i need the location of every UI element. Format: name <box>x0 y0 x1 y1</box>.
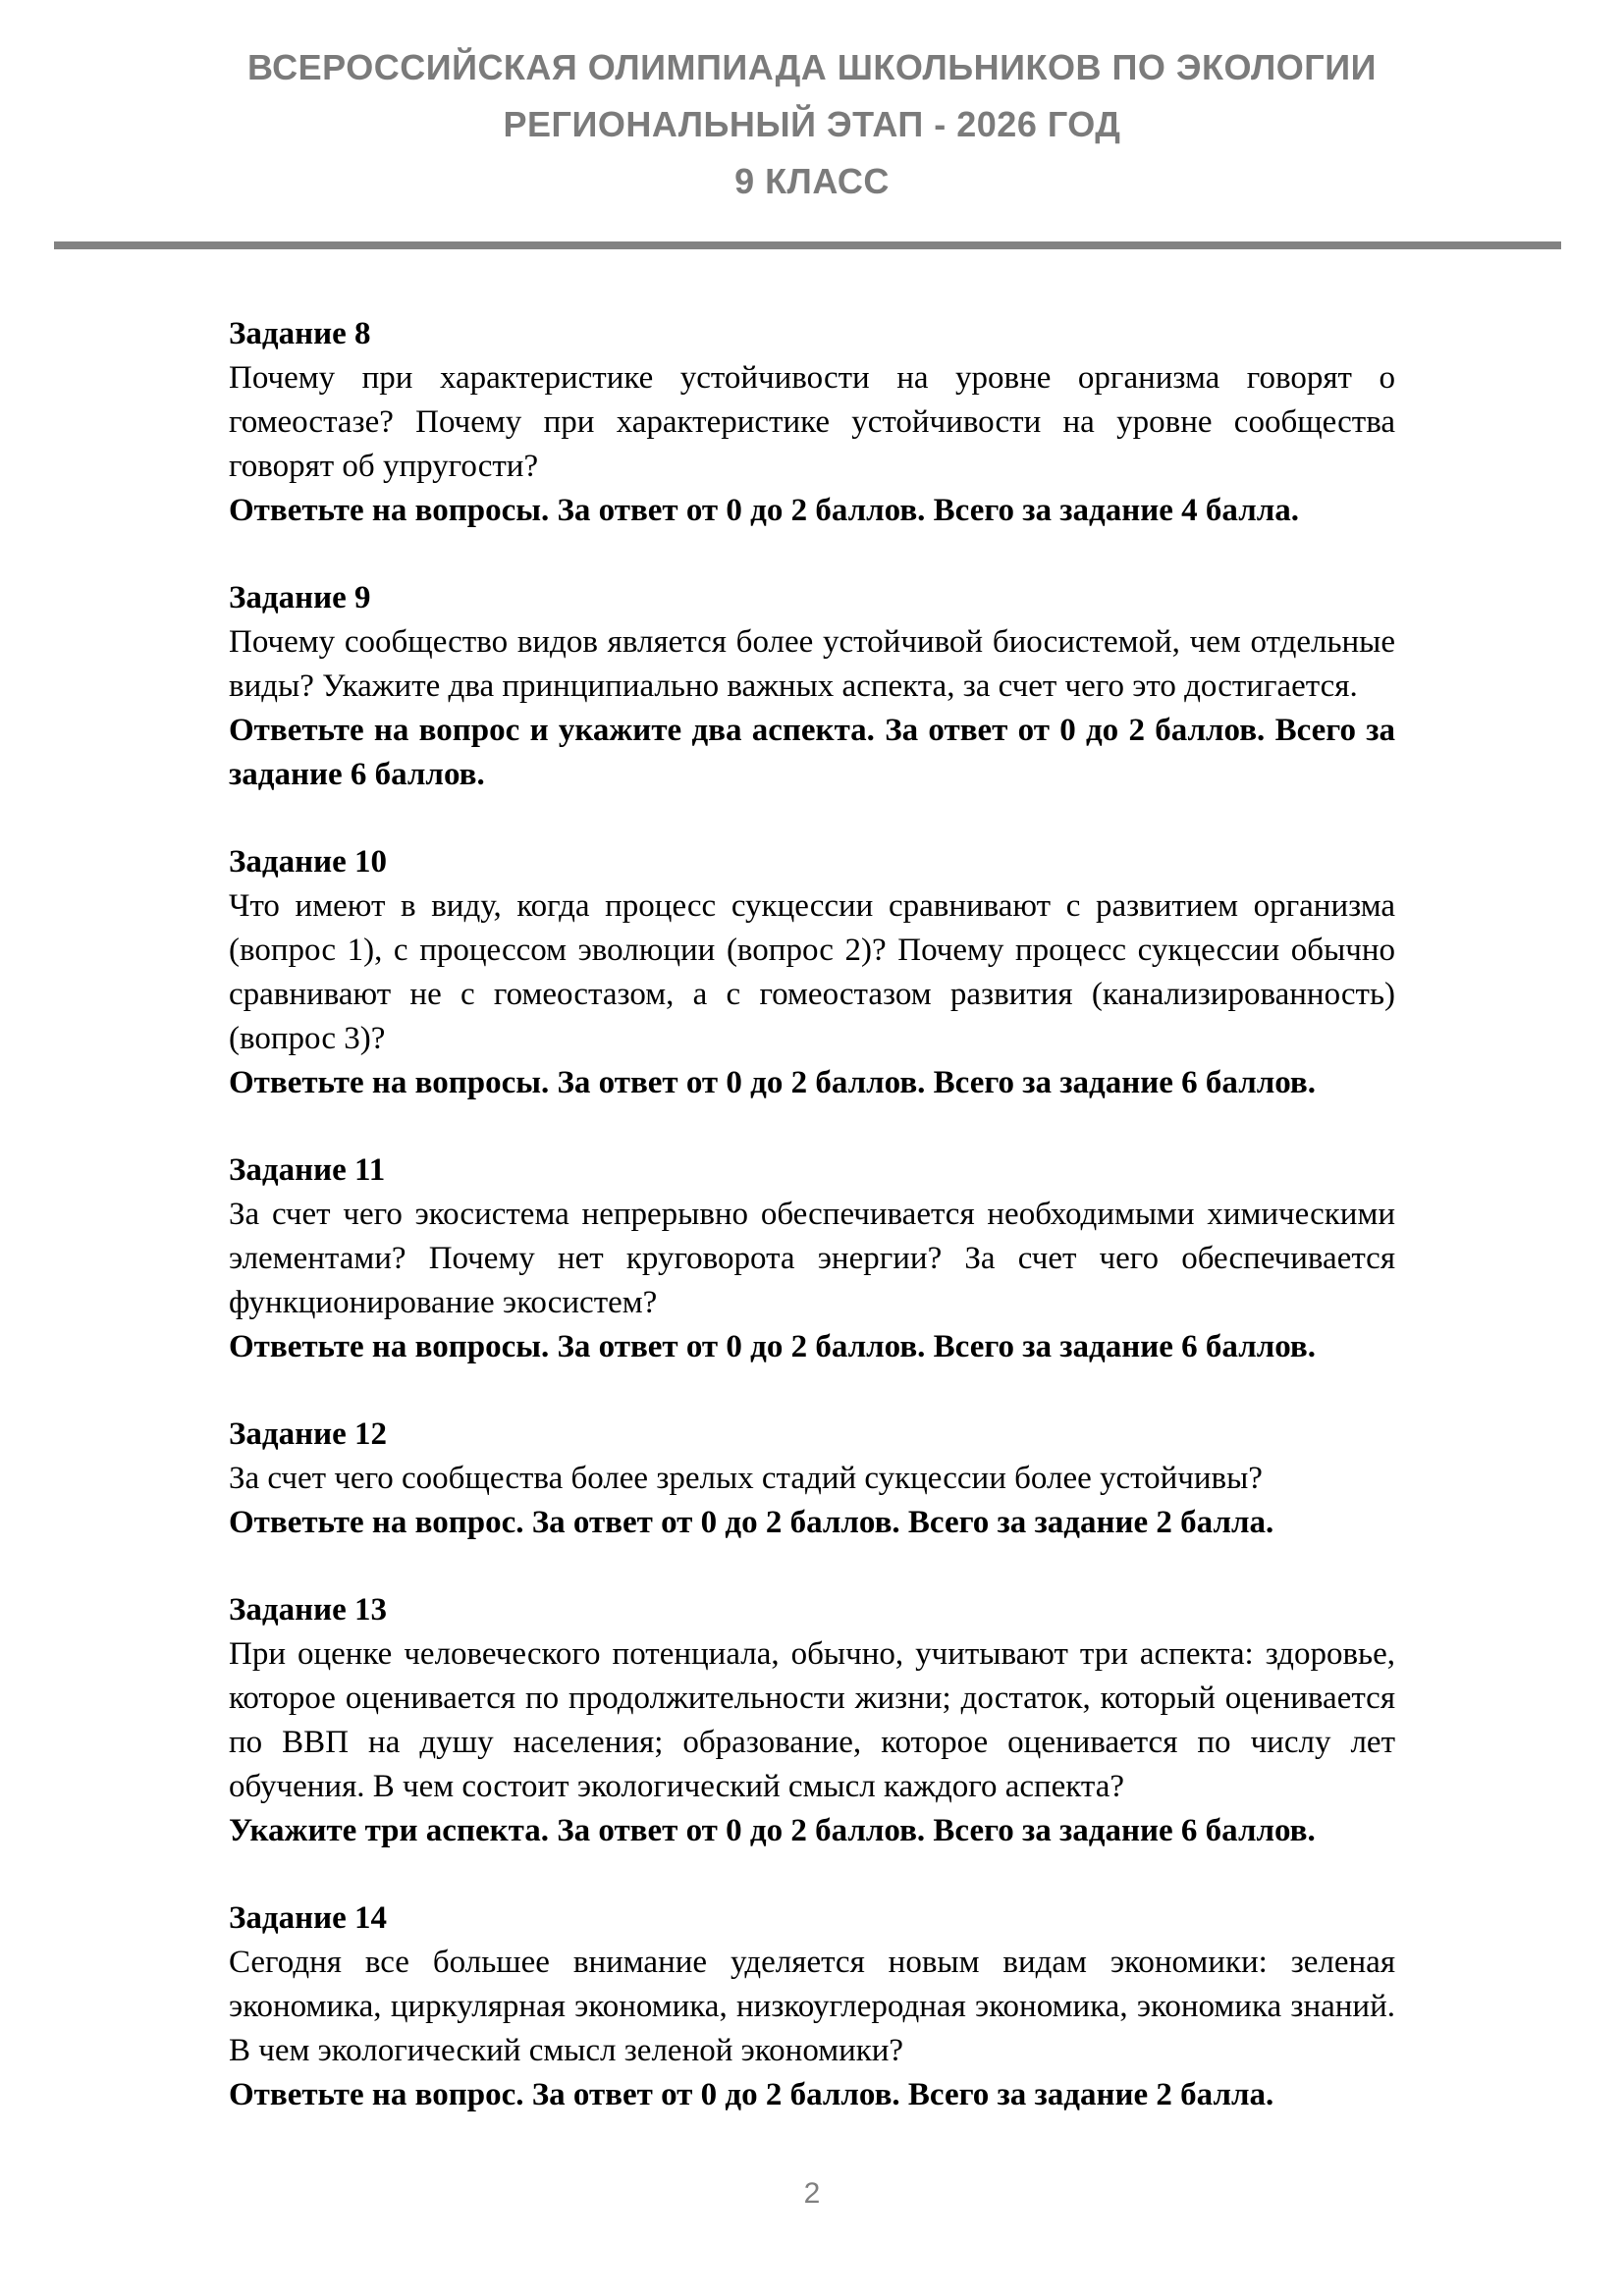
task-instruction: Ответьте на вопрос. За ответ от 0 до 2 баллов. Всего за задание 2 балла. <box>229 1505 1274 1540</box>
tasks-list <box>229 312 1395 2161</box>
header-divider-rule <box>54 241 1561 249</box>
task-body: Почему сообщество видов является более устойчивой биосистемой, чем отдельные виды? Укажите два принципиально важных аспекта, за счет чего это достигается. <box>229 624 1395 704</box>
task-instruction: Ответьте на вопрос. За ответ от 0 до 2 баллов. Всего за задание 2 балла. <box>229 2077 1274 2112</box>
task-title: Задание 13 <box>229 1592 388 1628</box>
page-number: 2 <box>803 2177 821 2210</box>
task-instruction: Ответьте на вопросы. За ответ от 0 до 2 баллов. Всего за задание 6 баллов. <box>229 1065 1316 1100</box>
task-title: Задание 8 <box>229 316 371 351</box>
task-title: Задание 9 <box>229 580 371 615</box>
header-stage-year: РЕГИОНАЛЬНЫЙ ЭТАП - 2026 ГОД <box>503 104 1121 144</box>
header-grade: 9 КЛАСС <box>734 161 890 201</box>
task-12 <box>229 1413 1395 1545</box>
task-instruction: Укажите три аспекта. За ответ от 0 до 2 баллов. Всего за задание 6 баллов. <box>229 1813 1316 1848</box>
task-instruction: Ответьте на вопросы. За ответ от 0 до 2 баллов. Всего за задание 4 балла. <box>229 493 1299 528</box>
task-title: Задание 12 <box>229 1416 388 1452</box>
task-11 <box>229 1148 1395 1369</box>
task-title: Задание 11 <box>229 1152 386 1188</box>
header-olympiad-title: ВСЕРОССИЙСКАЯ ОЛИМПИАДА ШКОЛЬНИКОВ ПО ЭКОЛОГИИ <box>247 47 1377 87</box>
task-13 <box>229 1588 1395 1853</box>
task-instruction: Ответьте на вопрос и укажите два аспекта. За ответ от 0 до 2 баллов. Всего за задание 6 баллов. <box>229 713 1395 792</box>
task-body: Сегодня все большее внимание уделяется новым видам экономики: зеленая экономика, циркулярная экономика, низкоуглеродная экономика, экономика знаний. В чем экологический смысл зеленой экономики? <box>229 1945 1395 2068</box>
task-9 <box>229 576 1395 797</box>
task-body: За счет чего сообщества более зрелых стадий сукцессии более устойчивы? <box>229 1461 1263 1496</box>
task-body: При оценке человеческого потенциала, обычно, учитывают три аспекта: здоровье, которое оценивается по продолжительности жизни; достаток, который оценивается по ВВП на душу населения; образование, которое оценивается по числу лет обучения. В чем состоит экологический смысл каждого аспекта? <box>229 1636 1395 1804</box>
task-title: Задание 14 <box>229 1900 388 1936</box>
task-14 <box>229 1896 1395 2117</box>
task-8 <box>229 312 1395 533</box>
task-body: Почему при характеристике устойчивости на уровне организма говорят о гомеостазе? Почему при характеристике устойчивости на уровне сообщества говорят об упругости? <box>229 360 1395 484</box>
task-title: Задание 10 <box>229 844 388 880</box>
document-header <box>0 0 1624 210</box>
task-body: Что имеют в виду, когда процесс сукцессии сравнивают с развитием организма (вопрос 1), с процессом эволюции (вопрос 2)? Почему процесс сукцессии обычно сравнивают не с гомеостазом, а с гомеостазом развития (канализированность) (вопрос 3)? <box>229 888 1395 1056</box>
page-footer <box>0 2177 1624 2211</box>
task-body: За счет чего экосистема непрерывно обеспечивается необходимыми химическими элементами? Почему нет круговорота энергии? За счет чего обеспечивается функционирование экосистем? <box>229 1197 1395 1320</box>
task-10 <box>229 840 1395 1105</box>
task-instruction: Ответьте на вопросы. За ответ от 0 до 2 баллов. Всего за задание 6 баллов. <box>229 1329 1316 1364</box>
